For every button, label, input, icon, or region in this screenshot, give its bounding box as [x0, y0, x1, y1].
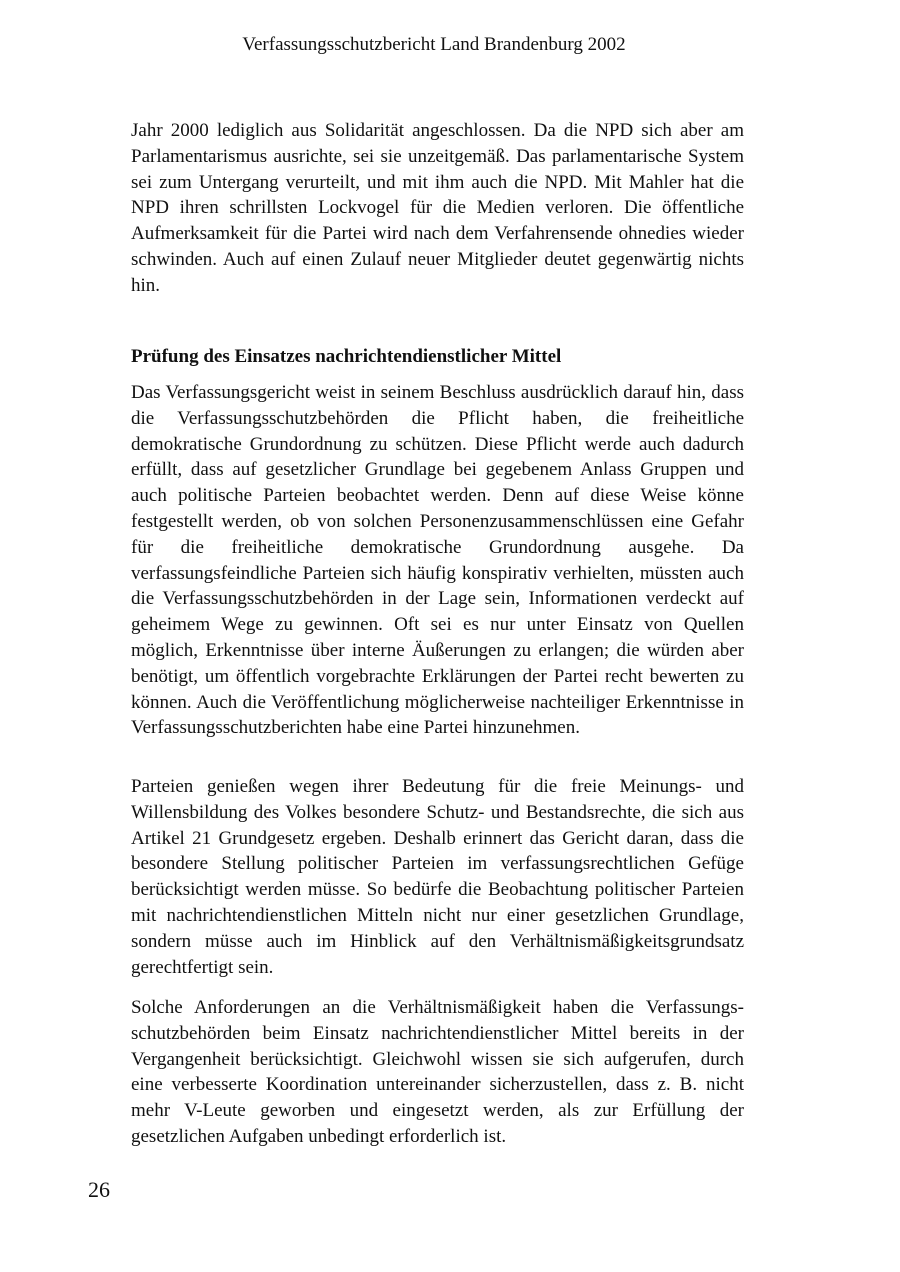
body-paragraph-1: Jahr 2000 lediglich aus Solidarität angeschlossen. Da die NPD sich aber am Parlamentarismus ausrichte, sei sie unzeitgemäß. Das parlamentarische System sei zum Untergang verurteilt, und mit ihm auch die NPD. Mit Mahler hat die NPD ihren schrillsten Lockvogel für die Medien verloren. Die öffentliche Aufmerksamkeit für die Partei wird nach dem Verfahrensende ohnedies wieder schwinden. Auch auf einen Zulauf neuer Mitglieder deutet gegenwärtig nichts hin. [131, 120, 744, 296]
running-header: Verfassungsschutzbericht Land Brandenburg 2002 [242, 34, 626, 55]
body-paragraph-4: Solche Anforderungen an die Verhältnismäßigkeit haben die Verfassungsschutzbehörden beim Einsatz nachrichtendienstlicher Mittel bereits in der Vergangenheit berücksichtigt. Gleichwohl wissen sie sich aufgerufen, durch eine verbesserte Koordination untereinander sicherzustellen, dass z. B. nicht mehr V-Leute geworben und eingesetzt werden, als zur Erfüllung der gesetzlichen Aufgaben unbedingt erforderlich ist. [131, 997, 744, 1147]
page-number: 26 [88, 1177, 110, 1202]
body-paragraph-2: Das Verfassungsgericht weist in seinem Beschluss ausdrücklich darauf hin, dass die Verfassungsschutzbehörden die Pflicht haben, die freiheitliche demokratische Grundordnung zu schützen. Diese Pflicht werde auch dadurch erfüllt, dass auf gesetzlicher Grundlage bei gegebenem Anlass Gruppen und auch politische Parteien beobachtet werden. Denn auf diese Weise könne festgestellt werden, ob von solchen Personenzusammenschlüssen eine Gefahr für die freiheitliche demokratische Grundordnung ausgehe. Da verfassungsfeindliche Parteien sich häufig konspirativ verhielten, müssten auch die Verfassungsschutzbehörden in der Lage sein, Informationen verdeckt auf geheimem Wege zu gewinnen. Oft sei es nur unter Einsatz von Quellen möglich, Erkenntnisse über interne Äußerungen zu erlangen; die würden aber benötigt, um öffentlich vorgebrachte Erklärungen der Partei recht bewerten zu können. Auch die Veröffentlichung möglicherweise nachteiliger Erkenntnisse in Verfassungsschutzberichten habe eine Partei hinzunehmen. [131, 382, 744, 739]
section-heading: Prüfung des Einsatzes nachrichtendienstlicher Mittel [131, 346, 562, 367]
body-paragraph-3: Parteien genießen wegen ihrer Bedeutung für die freie Meinungs- und Willensbildung des Volkes besondere Schutz- und Bestandsrechte, die sich aus Artikel 21 Grundgesetz ergeben. Deshalb erinnert das Gericht daran, dass die besondere Stellung politischer Parteien im verfassungsrechtlichen Gefüge berücksichtigt werden müsse. So bedürfe die Beobachtung politischer Parteien mit nachrichtendienstlichen Mitteln nicht nur einer gesetzlichen Grundlage, sondern müsse auch im Hinblick auf den Verhältnismäßigkeitsgrundsatz gerechtfertigt sein. [131, 776, 744, 978]
